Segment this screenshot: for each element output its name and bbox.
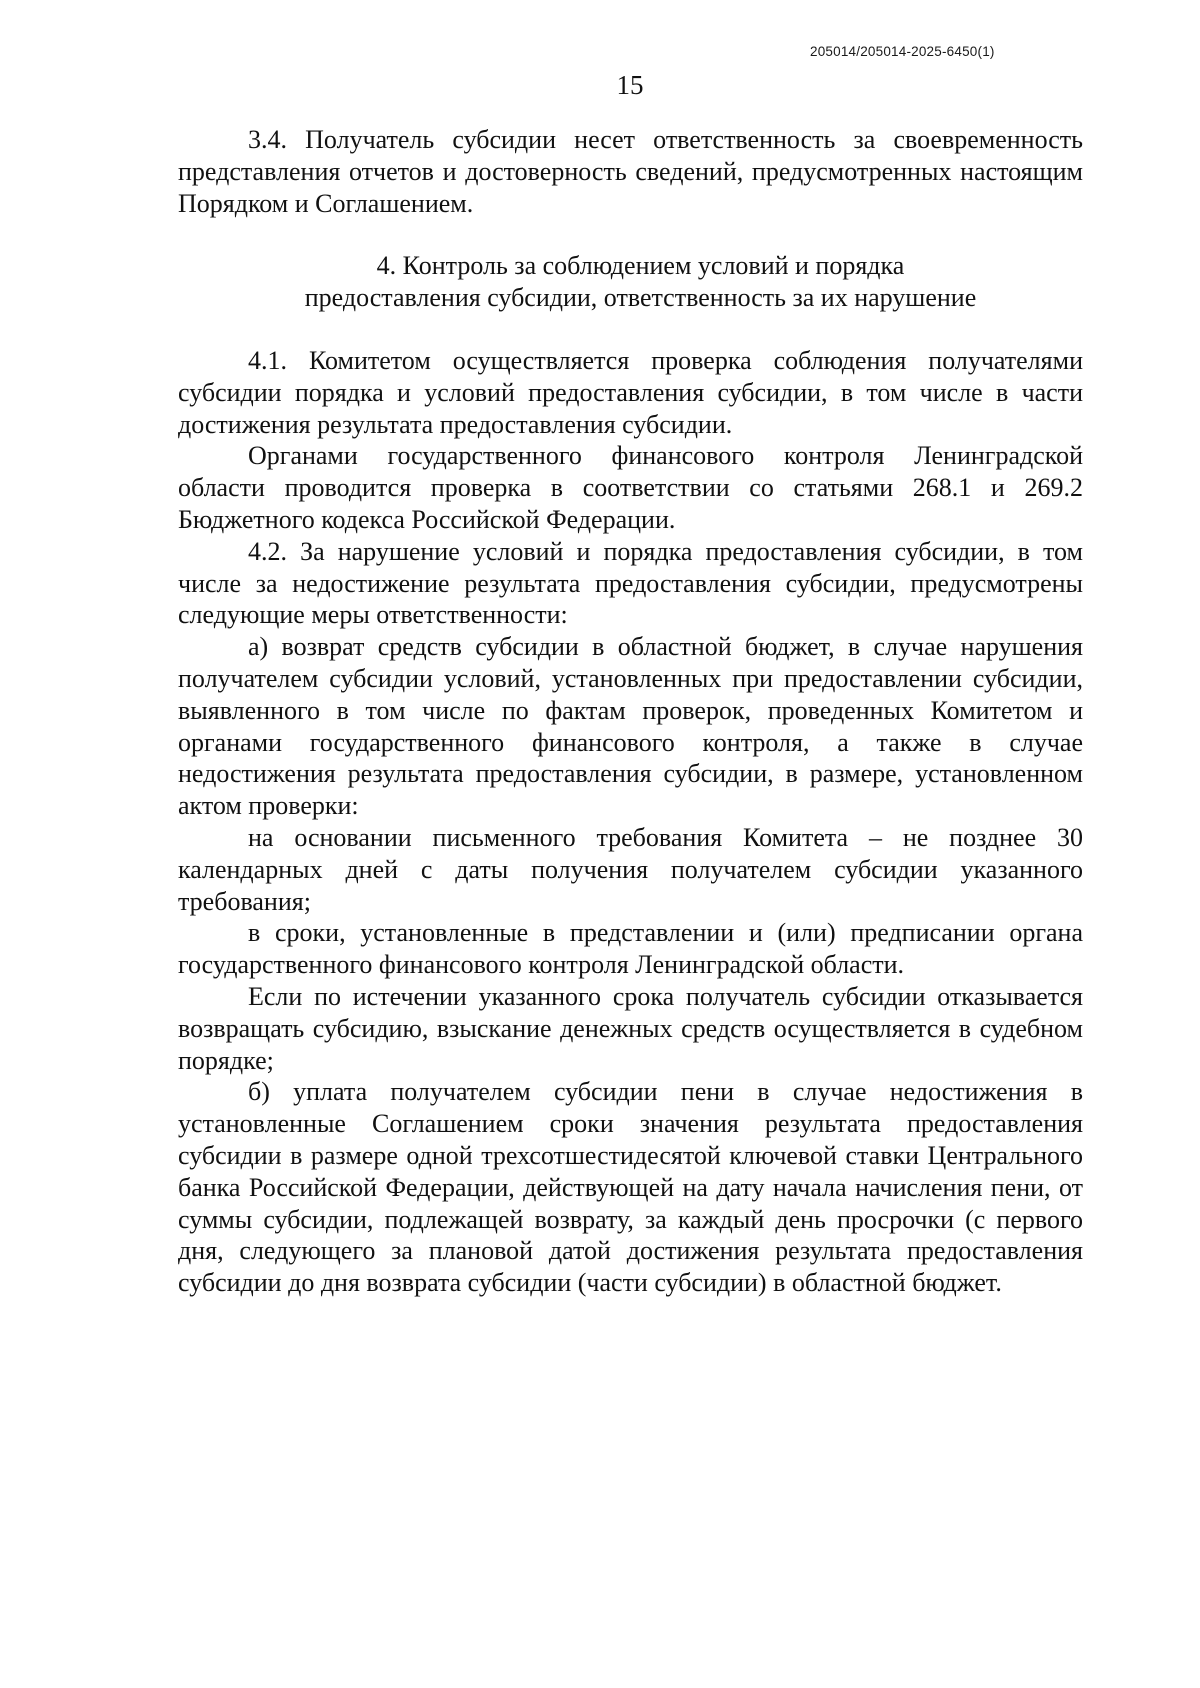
paragraph-3-4: 3.4. Получатель субсидии несет ответственность за своевременность представления отчетов и достоверность сведений, предусмотренных настоящим Порядком и Соглашением. <box>178 125 1083 218</box>
section-heading-line-2: предоставления субсидии, ответственность за их нарушение <box>304 283 977 313</box>
page-number: 15 <box>616 70 644 100</box>
section-heading <box>178 250 1083 314</box>
document-body <box>178 124 1083 1299</box>
section-heading-line-1: 4. Контроль за соблюдением условий и порядка <box>376 251 905 281</box>
paragraph-4-2-a-deadlines: в сроки, установленные в представлении и (или) предписании органа государственного финансового контроля Ленинградской области. <box>178 918 1083 980</box>
paragraph-4-2-a-court: Если по истечении указанного срока получатель субсидии отказывается возвращать субсидию, взыскание денежных средств осуществляется в судебном порядке; <box>178 981 1083 1075</box>
paragraph-4-2: 4.2. За нарушение условий и порядка предоставления субсидии, в том числе за недостижение результата предоставления субсидии, предусмотрены следующие меры ответственности: <box>178 536 1083 630</box>
document-id: 205014/205014-2025-6450(1) <box>810 44 995 59</box>
paragraph-4-1-financial-control: Органами государственного финансового контроля Ленинградской области проводится проверка в соответствии со статьями 268.1 и 269.2 Бюджетного кодекса Российской Федерации. <box>178 441 1083 534</box>
paragraph-4-1: 4.1. Комитетом осуществляется проверка соблюдения получателями субсидии порядка и условий предоставления субсидии, в том числе в части достижения результата предоставления субсидии. <box>178 345 1083 439</box>
paragraph-4-2-b: б) уплата получателем субсидии пени в случае недостижения в установленные Соглашением сроки значения результата предоставления субсидии в размере одной трехсотшестидесятой ключевой ставки Центрального банка Российской Федерации, действующей на дату начала начисления пени, от суммы субсидии, подлежащей возврату, за каждый день просрочки (с первого дня, следующего за плановой датой достижения результата предоставления субсидии до дня возврата субсидии (части субсидии) в областной бюджет. <box>178 1077 1083 1298</box>
paragraph-4-2-a-committee-demand: на основании письменного требования Комитета – не позднее 30 календарных дней с даты получения получателем субсидии указанного требования; <box>178 822 1083 916</box>
paragraph-4-2-a: а) возврат средств субсидии в областной бюджет, в случае нарушения получателем субсидии условий, установленных при предоставлении субсидии, выявленного в том числе по фактам проверок, проведенных Комитетом и органами государственного финансового контроля, а также в случае недостижения результата предоставления субсидии, в размере, установленном актом проверки: <box>178 632 1083 821</box>
